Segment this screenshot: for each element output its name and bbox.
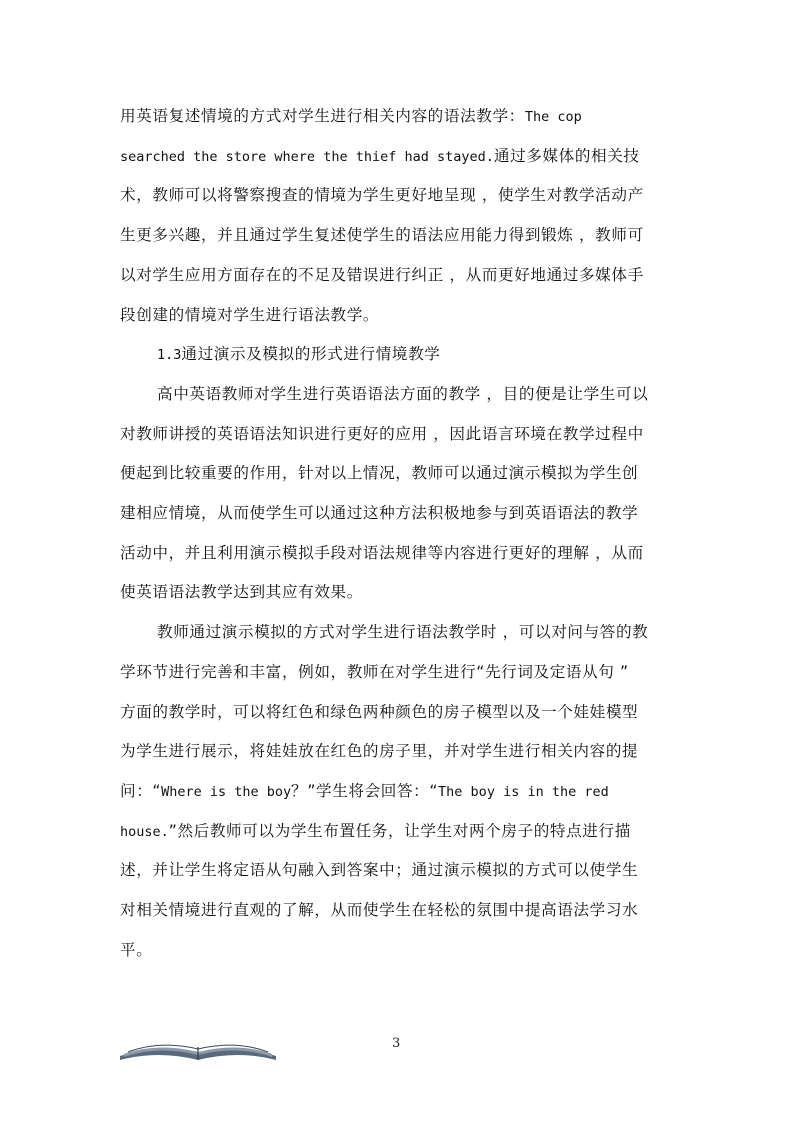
text-line <box>120 146 640 167</box>
text-segment: 问：“ <box>120 781 162 800</box>
text-segment: 活动中，并且利用演示模拟手段对语法规律等内容进行更好的理解 ，从而 <box>120 543 644 562</box>
text-line <box>120 543 644 563</box>
section-heading <box>157 344 441 365</box>
text-line <box>120 424 644 444</box>
text-segment: ？”学生将会回答：“ <box>291 781 439 800</box>
text-segment: The cop <box>524 109 582 125</box>
text-segment: 对相关情境进行直观的了解，从而使学生在轻松的氛围中提高语法学习水 <box>120 901 639 919</box>
text-segment: 使英语语法教学达到其应有效果。 <box>120 583 363 602</box>
text-segment: 为学生进行展示，将娃娃放在红色的房子里，并对学生进行相关内容的提 <box>120 742 639 761</box>
text-segment: 1.3 <box>157 347 182 364</box>
text-line <box>120 741 638 761</box>
text-segment: Where is the boy <box>161 783 292 800</box>
text-line <box>120 860 638 880</box>
text-segment: 生更多兴趣，并且通过学生复述使学生的语法应用能力得到锻炼 ，教师可 <box>120 226 644 245</box>
text-segment: 述，并让学生将定语从句融入到答案中；通过演示模拟的方式可以使学生 <box>120 861 639 880</box>
text-segment: 术，教师可以将警察搜查的情境为学生更好地呈现 ，使学生对教学活动产 <box>120 186 644 205</box>
text-segment: 通过演示及模拟的形式进行情境教学 <box>181 345 441 364</box>
text-line <box>120 940 152 960</box>
page-footer <box>0 1030 794 1070</box>
text-segment: 段创建的情境对学生进行语法教学。 <box>120 305 380 324</box>
text-segment: ”然后教师可以为学生布置任务，让学生对两个房子的特点进行描 <box>168 821 631 840</box>
text-segment: 学环节进行完善和丰富，例如，教师在对学生进行“先行词及定语从句 ” <box>120 662 629 681</box>
text-line <box>120 106 582 127</box>
text-segment: 教师通过演示模拟的方式对学生进行语法教学时 ，可以对问与答的教 <box>157 623 649 642</box>
text-segment: 便起到比较重要的作用，针对以上情况，教师可以通过演示模拟为学生创 <box>120 464 639 483</box>
text-line <box>120 582 363 602</box>
text-segment: 用英语复述情境的方式对学生进行相关内容的语法教学： <box>120 107 525 125</box>
text-segment: searched the store where the thief had stayed. <box>120 148 494 165</box>
text-segment: 建相应情境，从而使学生可以通过这种方法积极地参与到英语语法的教学 <box>120 504 639 522</box>
text-line <box>120 225 644 245</box>
text-segment: house. <box>120 823 169 840</box>
text-segment: 对教师讲授的英语语法知识进行更好的应用 ，因此语言环境在教学过程中 <box>120 424 644 443</box>
text-line <box>120 821 631 842</box>
text-line <box>157 622 648 642</box>
text-line <box>120 900 638 920</box>
text-line <box>120 662 629 682</box>
text-line <box>120 702 638 722</box>
text-segment: 高中英语教师对学生进行英语语法方面的教学 ，目的便是让学生可以 <box>157 384 649 403</box>
text-segment: 平。 <box>120 940 153 959</box>
text-line <box>120 503 638 523</box>
text-segment: 通过多媒体的相关技 <box>493 146 640 165</box>
open-book-icon <box>118 1034 278 1064</box>
text-line <box>120 185 644 205</box>
page-number: 3 <box>392 1036 401 1051</box>
text-segment: 以对学生应用方面存在的不足及错误进行纠正 ，从而更好地通过多媒体手 <box>120 265 644 284</box>
text-segment: The boy is in the red <box>438 783 609 800</box>
text-line <box>157 384 648 404</box>
text-line <box>120 781 609 802</box>
text-line <box>120 265 644 285</box>
text-line <box>120 305 379 325</box>
text-line <box>120 463 638 483</box>
text-segment: 方面的教学时，可以将红色和绿色两种颜色的房子模型以及一个娃娃模型 <box>120 702 639 721</box>
